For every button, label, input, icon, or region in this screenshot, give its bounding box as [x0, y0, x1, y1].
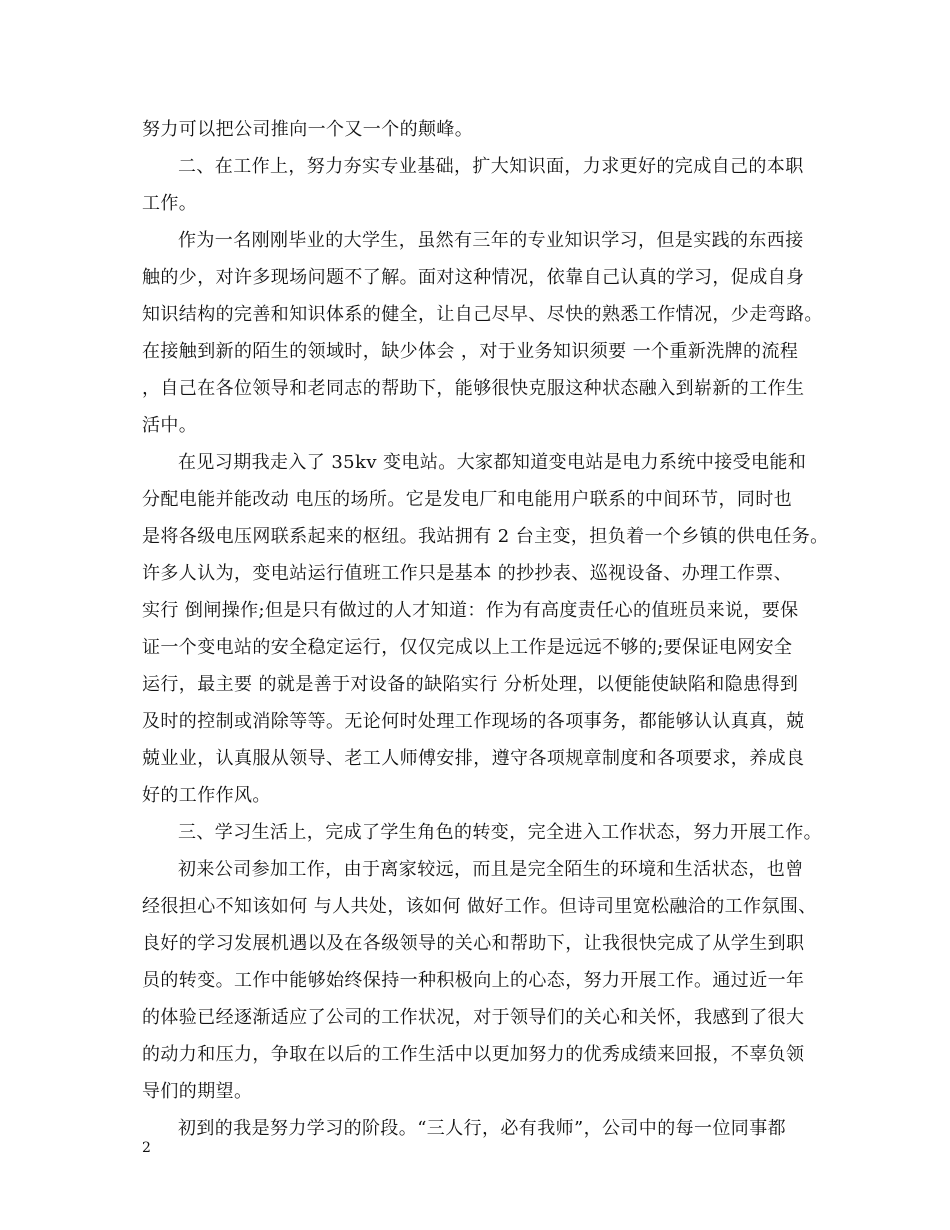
- text-line: ，自己在各位领导和老同志的帮助下，能够很快克服这种状态融入到崭新的工作生: [142, 378, 805, 399]
- text-line: 好的工作作风。: [142, 785, 271, 806]
- text-line: 知识结构的完善和知识体系的健全，让自己尽早、尽快的熟悉工作情况，少走弯路。: [142, 304, 823, 325]
- text-line: 运行，最主要 的就是善于对设备的缺陷实行 分析处理，以便能使缺陷和隐患得到: [142, 674, 799, 695]
- text-line: 导们的期望。: [142, 1081, 253, 1102]
- text-line: 初来公司参加工作，由于离家较远，而且是完全陌生的环境和生活状态，也曾: [178, 859, 804, 880]
- text-line: 作为一名刚刚毕业的大学生，虽然有三年的专业知识学习，但是实践的东西接: [178, 230, 804, 251]
- text-line: 及时的控制或消除等等。无论何时处理工作现场的各项事务，都能够认认真真，兢: [142, 711, 805, 732]
- text-line: 许多人认为，变电站运行值班工作只是基本 的抄抄表、巡视设备、办理工作票、: [142, 563, 793, 584]
- text-line: 的体验已经逐渐适应了公司的工作状况，对于领导们的关心和关怀，我感到了很大: [142, 1007, 805, 1028]
- text-line: 经很担心不知该如何 与人共处，该如何 做好工作。但诗司里宽松融洽的工作氛围、: [142, 896, 817, 917]
- text-line: 在接触到新的陌生的领域时，缺少体会 ，对于业务知识须要 一个重新洗牌的流程: [142, 341, 799, 362]
- text-line: 兢业业，认真服从领导、老工人师傅安排，遵守各项规章制度和各项要求，养成良: [142, 748, 805, 769]
- text-line: 在见习期我走入了 35kv 变电站。大家都知道变电站是电力系统中接受电能和: [178, 452, 807, 473]
- text-line: 实行 倒闸操作;但是只有做过的人才知道：作为有高度责任心的值班员来说，要保: [142, 600, 799, 621]
- text-line: 员的转变。工作中能够始终保持一种积极向上的心态，努力开展工作。通过近一年: [142, 970, 805, 991]
- text-line: 良好的学习发展机遇以及在各级领导的关心和帮助下，让我很快完成了从学生到职: [142, 933, 805, 954]
- text-line: 工作。: [142, 193, 198, 214]
- text-line: 二、在工作上，努力夯实专业基础，扩大知识面，力求更好的完成自己的本职: [178, 156, 804, 177]
- page-number: 2: [142, 1140, 151, 1156]
- text-line: 触的少，对许多现场问题不了解。面对这种情况，依靠自己认真的学习，促成自身: [142, 267, 805, 288]
- text-line: 证一个变电站的安全稳定运行，仅仅完成以上工作是远远不够的;要保证电网安全: [142, 637, 793, 658]
- text-line: 努力可以把公司推向一个又一个的颠峰。: [142, 119, 474, 140]
- text-line: 的动力和压力，争取在以后的工作生活中以更加努力的优秀成绩来回报，不辜负领: [142, 1044, 805, 1065]
- text-line: 分配电能并能改动 电压的场所。它是发电厂和电能用户联系的中间环节，同时也: [142, 489, 793, 510]
- text-line: 活中。: [142, 415, 198, 436]
- text-line: 三、学习生活上，完成了学生角色的转变，完全进入工作状态，努力开展工作。: [178, 822, 822, 843]
- text-line: 是将各级电压网联系起来的枢纽。我站拥有 2 台主变，担负着一个乡镇的供电任务。: [142, 526, 829, 547]
- text-line: 初到的我是努力学习的阶段。“三人行，必有我师”，公司中的每一位同事都: [178, 1118, 787, 1139]
